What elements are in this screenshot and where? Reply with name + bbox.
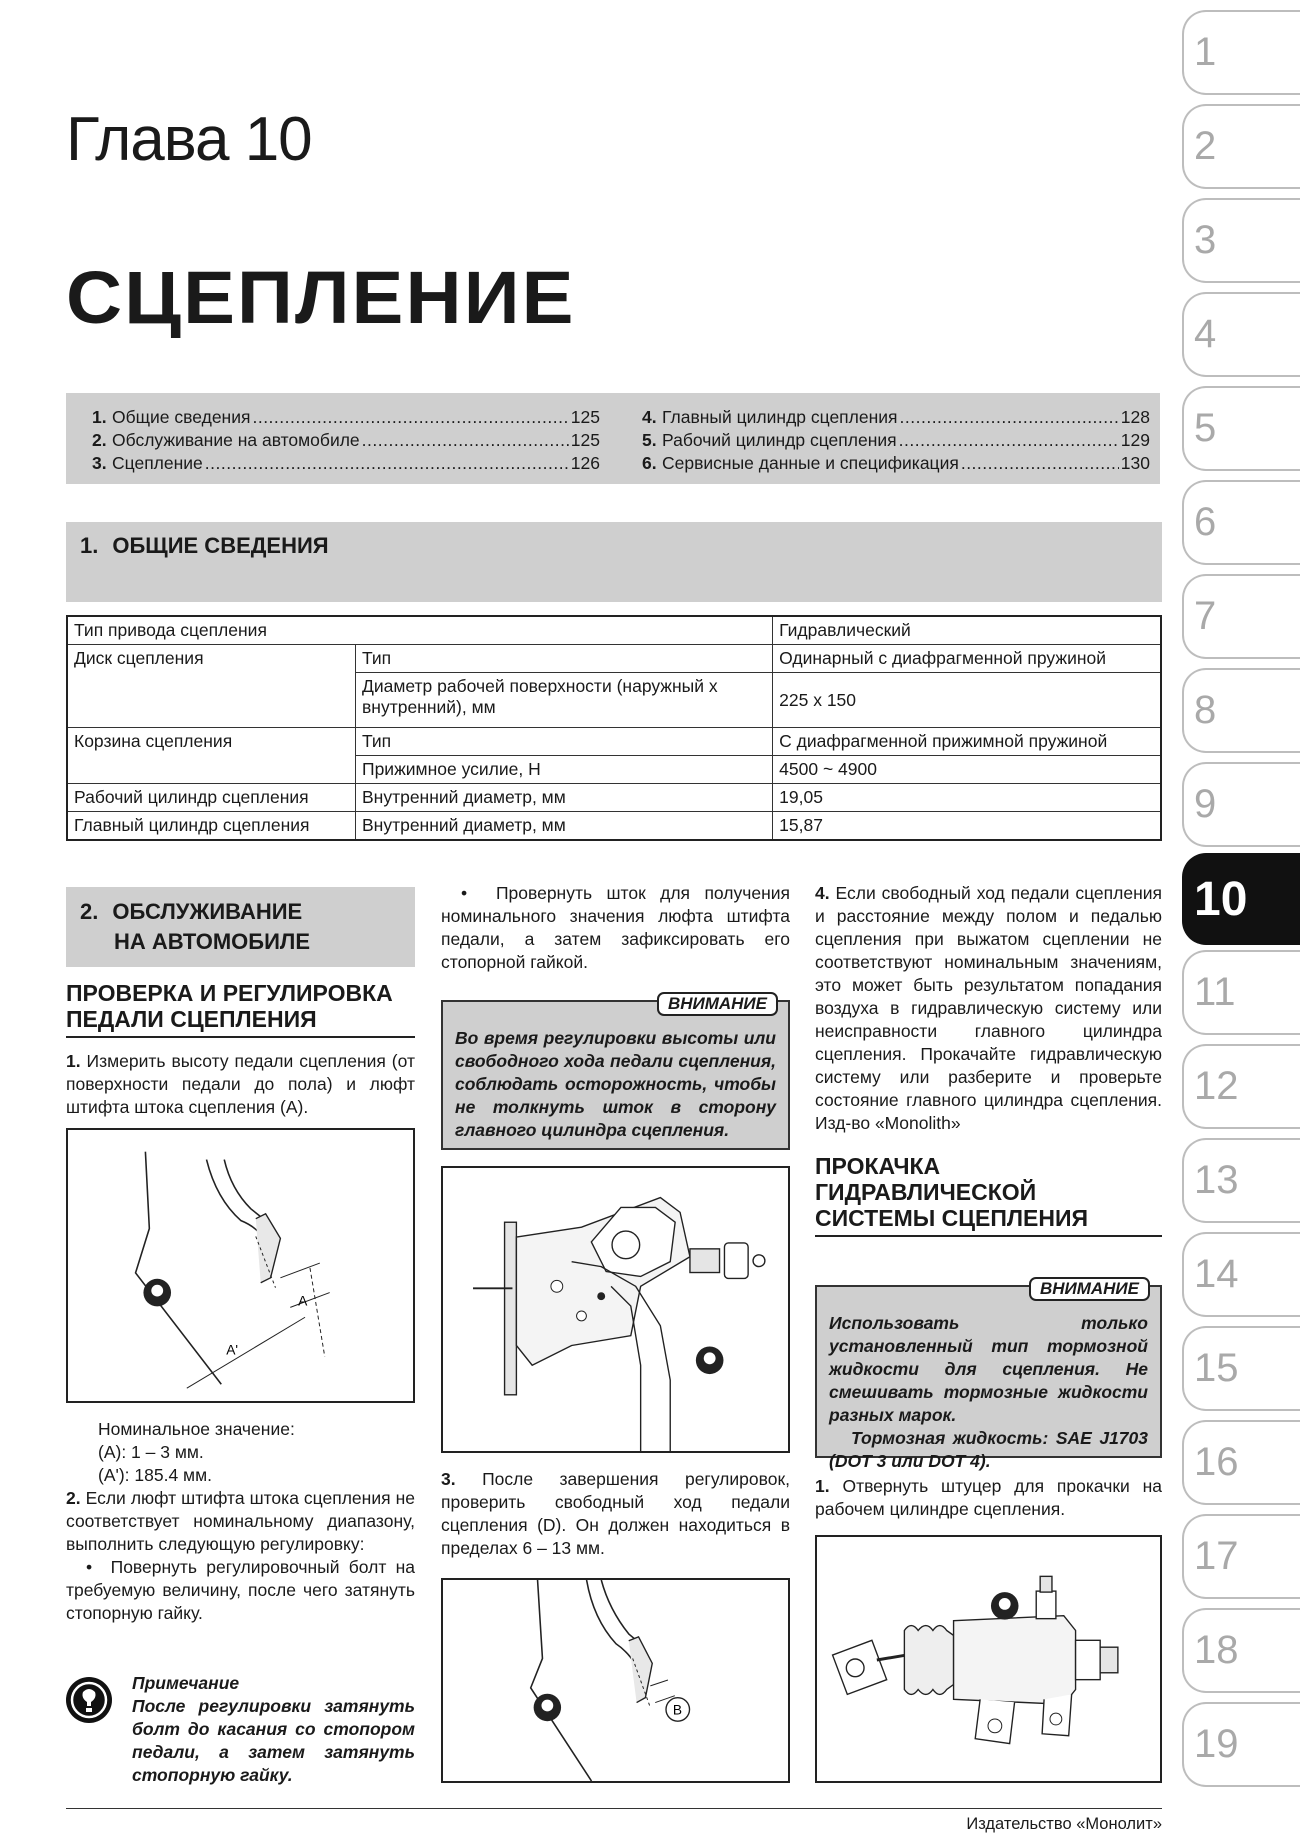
toc-leader-dots [362,429,569,452]
master-cylinder-figure [441,1166,790,1453]
table-cell: Одинарный с диафрагменной пружиной [773,645,1161,673]
pedal-free-play-diagram [443,1580,788,1781]
note-icon [66,1677,112,1723]
table-cell: Внутренний диаметр, мм [355,784,772,812]
column-3 [815,882,1162,1237]
table-cell: Диаметр рабочей поверхности (наружный x внутренний), мм [355,673,772,728]
toc-column-left [80,406,600,471]
tab-chapter-5[interactable]: 5 [1182,386,1300,471]
paragraph-step-3 [441,1468,790,1560]
table-row [67,812,1161,841]
toc-item-title: Сцепление [112,453,203,473]
table-cell: Рабочий цилиндр сцепления [67,784,355,812]
toc-leader-dots [899,429,1119,452]
chapter-tabs [1182,0,1300,1839]
section-title: ОБЩИЕ СВЕДЕНИЯ [112,533,329,558]
toc-item-page: 125 [570,430,600,450]
pedal-assembly-diagram [443,1168,788,1451]
toc-column-right [630,406,1150,471]
tab-chapter-8[interactable]: 8 [1182,668,1300,753]
table-cell: Тип [355,728,772,756]
toc-leader-dots [205,452,569,475]
tab-chapter-17[interactable]: 17 [1182,1514,1300,1599]
toc-item-number: 6. [642,453,657,473]
table-cell: Тип привода сцепления [67,616,773,645]
table-cell: Внутренний диаметр, мм [355,812,772,841]
toc-item-number: 5. [642,430,657,450]
step-text: Если свободный ход педали сцепления и расстояние между полом и педалью сцепления при выжатом сцеплении не соответствуют номинальным значениям, это может быть результатом попадания воздуха в гидравлическую систему или неисправности главного цилиндра сцепления. Прокачайте гидравлическую систему или разберите и проверьте состояние главного цилиндра сцепления. Изд-во «Monolith» [815,883,1162,1133]
toc-item-title: Общие сведения [112,407,251,427]
tab-chapter-6[interactable]: 6 [1182,480,1300,565]
chapter-label: Глава 10 [66,105,312,174]
section-number: 2. [80,899,99,924]
toc-leader-dots [900,406,1119,429]
step-text: Отвернуть штуцер для прокачки на рабочем цилиндре сцепления. [815,1476,1162,1519]
step-number: 4. [815,883,830,903]
table-row [67,616,1161,645]
column-3-lower [815,1475,1162,1521]
nominal-value-a-prime: (A'): 185.4 мм. [98,1465,212,1485]
note-title: Примечание [132,1673,240,1693]
subsection-heading [66,980,415,1038]
tab-chapter-10-active[interactable]: 10 [1182,853,1300,945]
column-1-lower [66,1418,415,1625]
section-title: ОБСЛУЖИВАНИЕ [112,899,303,924]
table-cell: 15,87 [773,812,1161,841]
bullet-item: • Повернуть регулировочный болт на требуемую величину, после чего затянуть стопорную гайку. [66,1557,415,1623]
section-number: 1. [80,533,99,558]
toc-item-number: 2. [92,430,107,450]
warning-text-fluid: Тормозная жидкость: SAE J1703 (DOT 3 или DOT 4). [829,1428,1148,1471]
toc-item[interactable] [630,429,1150,452]
warning-box [815,1279,1162,1471]
tab-chapter-9[interactable]: 9 [1182,762,1300,847]
warning-label: ВНИМАНИЕ [1029,1277,1150,1301]
toc-item-number: 3. [92,453,107,473]
note-text: После регулировки затянуть болт до касания со стопором педали, а затем затянуть стопорную гайку. [132,1696,415,1785]
toc-item-title: Обслуживание на автомобиле [112,430,360,450]
toc-leader-dots [252,406,568,429]
note-block [132,1672,415,1787]
warning-label: ВНИМАНИЕ [657,992,778,1016]
tab-chapter-12[interactable]: 12 [1182,1044,1300,1129]
warning-text: Во время регулировки высоты или свободного хода педали сцепления, соблюдать осторожность, чтобы не толкнуть шток в сторону главного цилиндра сцепления. [455,1028,776,1140]
toc-item-number: 4. [642,407,657,427]
tab-chapter-11[interactable]: 11 [1182,950,1300,1035]
tab-chapter-3[interactable]: 3 [1182,198,1300,283]
slave-cylinder-diagram [817,1537,1160,1781]
tab-chapter-7[interactable]: 7 [1182,574,1300,659]
step-number: 3. [441,1469,456,1489]
column-2 [441,882,790,974]
section-title-line2: НА АВТОМОБИЛЕ [114,929,311,954]
toc-item-page: 130 [1120,453,1150,473]
tab-chapter-1[interactable]: 1 [1182,10,1300,95]
toc-item[interactable] [80,406,600,429]
nominal-label: Номинальное значение: [98,1419,295,1439]
step-text: После завершения регулировок, проверить свободный ход педали сцепления (D). Он должен находиться в пределах 6 – 13 мм. [441,1469,790,1558]
column-1 [66,980,415,1119]
table-cell: 19,05 [773,784,1161,812]
toc-item[interactable] [80,429,600,452]
step-number: 2. [66,1488,81,1508]
label-b: B [672,1702,683,1718]
toc-item[interactable] [630,452,1150,475]
table-cell: Тип [355,645,772,673]
warning-box [441,994,790,1150]
table-row [67,645,1161,673]
table-row [67,784,1161,812]
toc-item-page: 129 [1120,430,1150,450]
table-cell: Главный цилиндр сцепления [67,812,355,841]
free-play-figure [441,1578,790,1783]
toc-item-page: 128 [1120,407,1150,427]
section-1-header [66,522,1162,602]
table-cell: Корзина сцепления [67,728,355,784]
slave-cylinder-figure [815,1535,1162,1783]
table-cell: Диск сцепления [67,645,355,728]
toc-item-title: Сервисные данные и спецификация [662,453,959,473]
step-text: Если люфт штифта штока сцепления не соответствует номинальному диапазону, выполнить следующую регулировку: [66,1488,415,1554]
paragraph-step-1 [66,1050,415,1119]
table-cell: 4500 ~ 4900 [773,756,1161,784]
subsection-heading [815,1153,1162,1237]
toc-item[interactable] [80,452,600,475]
tab-chapter-4[interactable]: 4 [1182,292,1300,377]
table-cell: Прижимное усилие, Н [355,756,772,784]
subsection-heading-line: СИСТЕМЫ СЦЕПЛЕНИЯ [815,1205,1089,1231]
warning-text: Использовать только установленный тип тормозной жидкости для сцепления. Не смешивать тормозные жидкости разных марок. [829,1313,1148,1425]
table-cell: Гидравлический [773,616,1161,645]
step-text: Измерить высоту педали сцепления (от поверхности педали до пола) и люфт штифта штока сцепления (A). [66,1051,415,1117]
tab-chapter-16[interactable]: 16 [1182,1420,1300,1505]
section-2-header [66,887,415,967]
paragraph-step-1-bleed [815,1475,1162,1521]
bullet-item: • Провернуть шток для получения номинального значения люфта штифта педали, а затем зафиксировать его стопорной гайкой. [441,883,790,972]
toc-item-title: Главный цилиндр сцепления [662,407,898,427]
pedal-height-figure [66,1128,415,1403]
step-number: 1. [815,1476,830,1496]
tab-chapter-15[interactable]: 15 [1182,1326,1300,1411]
toc-item-title: Рабочий цилиндр сцепления [662,430,897,450]
table-row [67,728,1161,756]
label-a-prime: A' [226,1342,239,1358]
table-cell: С диафрагменной прижимной пружиной [773,728,1161,756]
tab-chapter-19[interactable]: 19 [1182,1702,1300,1787]
table-cell: 225 x 150 [773,673,1161,728]
toc-item[interactable] [630,406,1150,429]
spec-table [66,615,1162,841]
toc-item-page: 125 [570,407,600,427]
table-of-contents [66,393,1160,484]
tab-chapter-18[interactable]: 18 [1182,1608,1300,1693]
paragraph-step-2 [66,1487,415,1556]
page-title: СЦЕПЛЕНИЕ [66,256,576,339]
label-a: A [298,1293,308,1309]
paragraph-step-4 [815,882,1162,1135]
subsection-heading-line: ГИДРАВЛИЧЕСКОЙ [815,1179,1037,1205]
step-number: 1. [66,1051,81,1071]
pedal-diagram [68,1130,413,1401]
subsection-heading-line: ПРОВЕРКА И РЕГУЛИРОВКА [66,980,393,1006]
tab-chapter-2[interactable]: 2 [1182,104,1300,189]
nominal-value-a: (A): 1 – 3 мм. [98,1442,204,1462]
bullet-text: Провернуть шток для получения номинального значения люфта штифта педали, а затем зафиксировать его стопорной гайкой. [441,883,790,972]
subsection-heading-line: ПРОКАЧКА [815,1153,941,1179]
toc-item-page: 126 [570,453,600,473]
publisher-footer: Издательство «Монолит» [66,1808,1162,1834]
toc-item-number: 1. [92,407,107,427]
subsection-heading-line: ПЕДАЛИ СЦЕПЛЕНИЯ [66,1006,317,1032]
tab-chapter-14[interactable]: 14 [1182,1232,1300,1317]
toc-leader-dots [961,452,1119,475]
tab-chapter-13[interactable]: 13 [1182,1138,1300,1223]
bullet-text: Повернуть регулировочный болт на требуемую величину, после чего затянуть стопорную гайку. [66,1557,415,1623]
column-2-lower [441,1468,790,1560]
